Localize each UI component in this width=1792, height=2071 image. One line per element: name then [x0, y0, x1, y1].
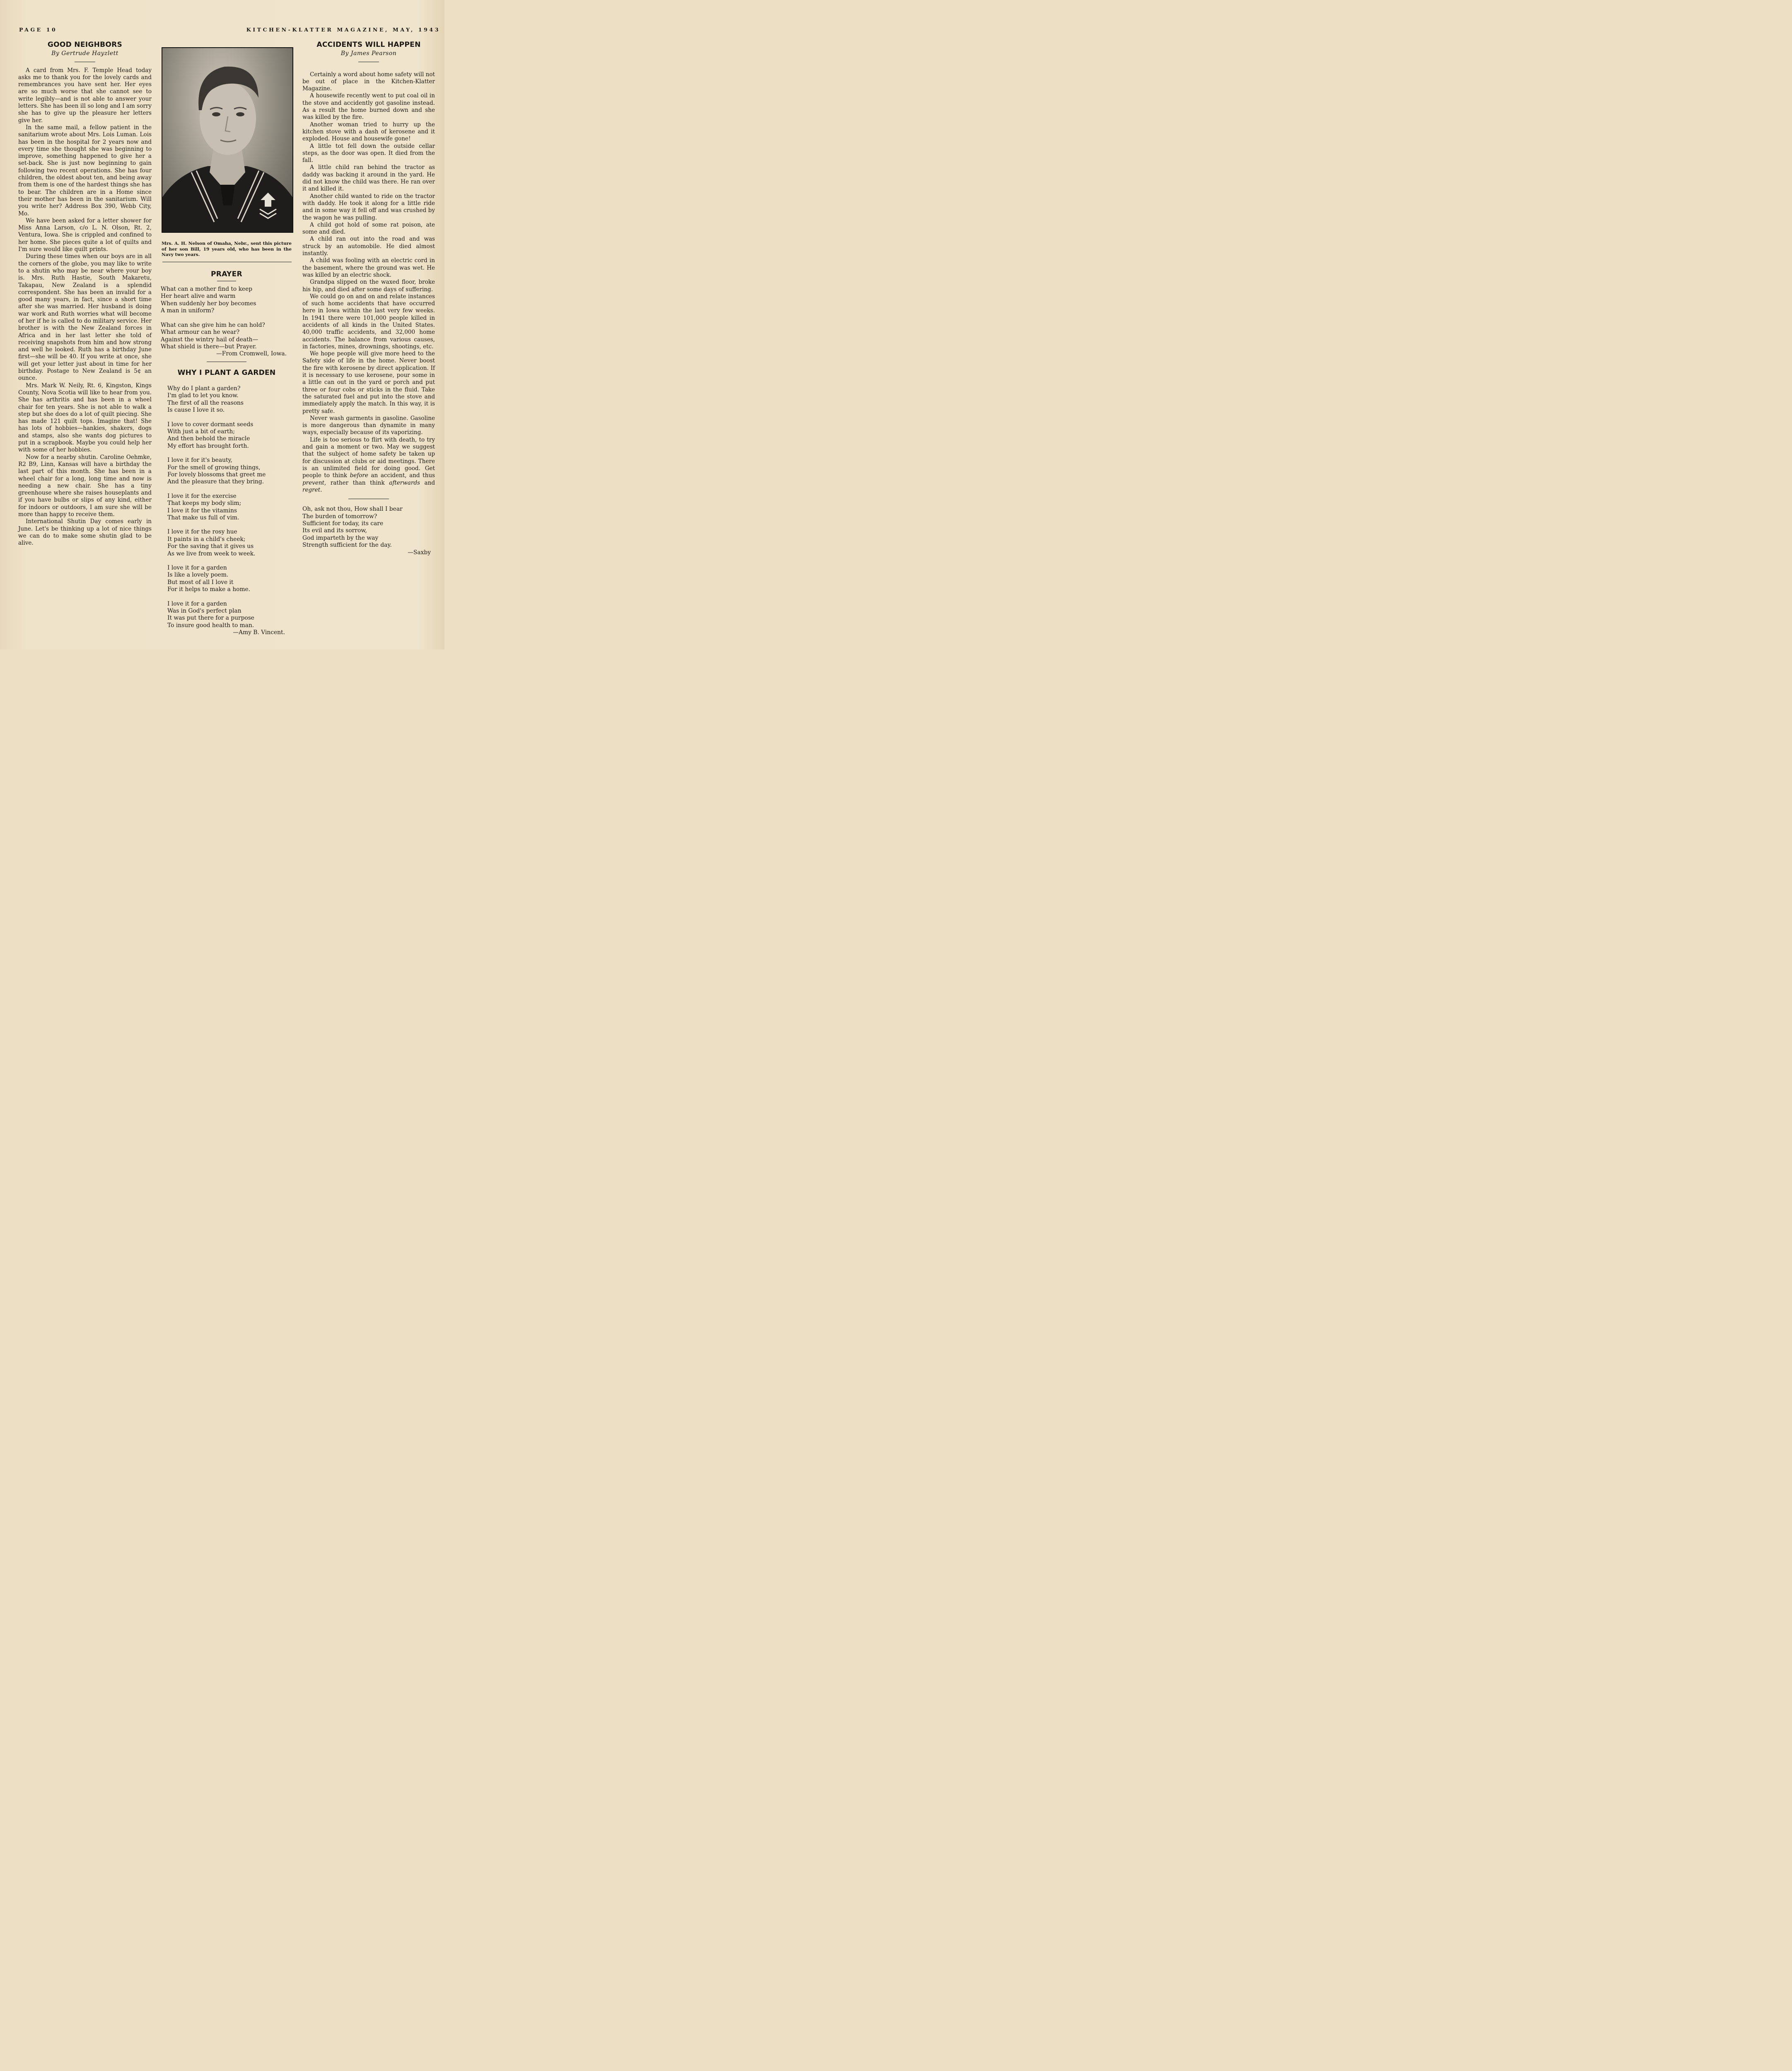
poem-stanza: I love to cover dormant seeds With just a bit of earth; And then behold the miracle My effort has brought forth.	[167, 421, 254, 449]
good-neighbors-article	[18, 41, 152, 547]
closing-text: an accident, and thus	[371, 472, 435, 479]
article-paragraph: A little tot fell down the outside cellar steps, as the door was open. It died from the fall.	[302, 142, 435, 164]
prayer-attribution: —From Cromwell, Iowa.	[216, 350, 287, 357]
accidents-title: ACCIDENTS WILL HAPPEN	[316, 41, 421, 49]
article-paragraph: A child ran out into the road and was struck by an automobile. He died almost instantly.	[302, 236, 435, 257]
article-paragraph: Certainly a word about home safety will not be out of place in the Kitchen-Klatter Magazine.	[302, 71, 435, 92]
article-paragraph: In the same mail, a fellow patient in the sanitarium wrote about Mrs. Lois Luman. Lois has been in the hospital for 2 years now and every time she thought she was beginning to improve, something happened to give her a set-back. She is just now beginning to gain following two recent operations. She has four children, the oldest about ten, and being away from them is one of the hardest things she has to bear. The children are in a Home since their mother has been in the sanitarium. Will you write her? Address Box 390, Webb City, Mo.	[18, 124, 152, 217]
article-paragraph: A child was fooling with an electric cord in the basement, where the ground was wet. He was killed by an electric shock.	[302, 257, 435, 278]
poem-stanza: I love it for a garden Is like a lovely poem. But most of all I love it For it helps to make a home.	[167, 565, 251, 593]
sailor-portrait-illustration	[162, 48, 292, 232]
article-paragraph: A child got hold of some rat poison, ate some and died.	[302, 221, 435, 236]
poem-stanza: I love it for the exercise That keeps my body slim; I love it for the vitamins That make us full of vim.	[167, 492, 242, 521]
sailor-portrait-photo	[162, 47, 293, 233]
article-paragraph: Grandpa slipped on the waxed floor, broke his hip, and died after some days of suffering.	[302, 279, 435, 293]
poem-stanza: Why do I plant a garden? I'm glad to let you know. The first of all the reasons Is cause I love it so.	[167, 385, 244, 414]
good-neighbors-byline: By Gertrude Hayzlett	[51, 50, 118, 57]
poem-stanza: I love it for a garden Was in God's perfect plan It was put there for a purpose To insure good health to man.	[167, 600, 254, 629]
closing-text: Life is too serious to flirt with death, to try and gain a moment or two. May we suggest that the subject of home safety be taken up for discussion at clubs or aid meetings. There is an unlimited field for doing good. Get people to think	[302, 436, 435, 479]
prayer-poem	[160, 286, 293, 358]
article-paragraph: International Shutin Day comes early in June. Let's be thinking up a lot of nice things we can do to make some shutin glad to be alive.	[18, 518, 152, 547]
poem-stanza: I love it for it's beauty, For the smell of growing things, For lovely blossoms that greet me And the pleasure that they bring.	[167, 457, 266, 485]
article-paragraph: A housewife recently went to put coal oil in the stove and accidently got gasoline instead. As a result the home burned down and she was killed by the fire.	[302, 92, 435, 121]
article-paragraph: Another child wanted to ride on the tractor with daddy. He took it along for a little ride and in some way it fell off and was crushed by the wagon he was pulling.	[302, 193, 435, 221]
prayer-title: PRAYER	[211, 270, 242, 278]
closing-text: rather than think	[330, 479, 385, 486]
closing-emphasis-before: before	[350, 472, 368, 479]
saxby-attribution: —Saxby	[408, 549, 431, 556]
closing-text: and	[424, 479, 435, 486]
photo-caption: Mrs. A. H. Nelson of Omaha, Nebr., sent this picture of her son Bill, 19 years old, who has been in the Navy two years.	[162, 241, 292, 258]
page-header	[19, 27, 440, 35]
magazine-page	[0, 0, 444, 649]
article-paragraph: Another woman tried to hurry up the kitchen stove with a dash of kerosene and it exploded. House and housewife gone!	[302, 121, 435, 142]
poem-stanza: What can a mother find to keep Her heart alive and warm When suddenly her boy becomes A man in uniform?	[161, 286, 256, 314]
saxby-verse: Oh, ask not thou, How shall I bear The burden of tomorrow? Sufficient for today, its care Its evil and its sorrow, God imparteth by the way Strength sufficient for the day.	[302, 506, 403, 549]
magazine-masthead-line: KITCHEN-KLATTER MAGAZINE, MAY, 1943	[246, 27, 440, 33]
accidents-byline: By James Pearson	[341, 50, 397, 57]
article-closing-paragraph	[302, 437, 435, 494]
article-paragraph: A little child ran behind the tractor as daddy was backing it around in the yard. He did not know the child was there. He ran over it and killed it.	[302, 164, 435, 193]
article-paragraph: We have been asked for a letter shower for Miss Anna Larson, c/o L. N. Olson, Rt. 2, Ventura, Iowa. She is crippled and confined to her home. She pieces quite a lot of quilts and I'm sure would like quilt prints.	[18, 217, 152, 253]
accidents-article	[302, 41, 435, 556]
article-paragraph: We could go on and on and relate instances of such home accidents that have occurred here in Iowa within the last very few weeks. In 1941 there were 101,000 people killed in accidents of all kinds in the United States. 40,000 traffic accidents, and 32,000 home accidents. The balance from various causes, in factories, mines, drownings, shootings, etc.	[302, 293, 435, 350]
closing-emphasis-afterwards: afterwards	[389, 479, 420, 486]
good-neighbors-title: GOOD NEIGHBORS	[47, 41, 123, 49]
article-paragraph: We hope people will give more heed to the Safety side of life in the home. Never boost the fire with kerosene by direct application. If it is necessary to use kerosene, pour some in a little can out in the yard or porch and put three or four cobs or sticks in the fluid. Take the saturated fuel and put into the stove and immediately apply the match. In this way, it is pretty safe.	[302, 350, 435, 415]
article-paragraph: Now for a nearby shutin. Caroline Oehmke, R2 B9, Linn, Kansas will have a birthday the last part of this month. She has been in a wheel chair for a long, long time and now is needing a new chair. She has a tiny greenhouse where she raises houseplants and if you have bulbs or slips of any kind, either for indoors or outdoors, I am sure she will be more than happy to receive them.	[18, 454, 152, 518]
poem-stanza: What can she give him he can hold? What armour can he wear? Against the wintry hail of death— What shield is there—but Prayer.	[161, 321, 265, 350]
garden-poem-attribution: —Amy B. Vincent.	[233, 629, 285, 636]
closing-emphasis-prevent: prevent,	[302, 479, 326, 486]
page-number: PAGE 10	[19, 27, 58, 33]
article-paragraph: Mrs. Mark W. Neily, Rt. 6, Kingston, Kings County, Nova Scotia will like to hear from you. She has arthritis and has been in a wheel chair for ten years. She is not able to walk a step but she does do a lot of quilt piecing. She has made 121 quilt tops. Imagine that! She has lots of hobbies—hankies, shakers, dogs and stamps, also she wants dog pictures to put in a scrapbook. Maybe you could help her with some of her hobbies.	[18, 382, 152, 454]
article-paragraph: Never wash garments in gasoline. Gasoline is more dangerous than dynamite in many ways, especially because of its vaporizing.	[302, 415, 435, 436]
garden-poem-title: WHY I PLANT A GARDEN	[177, 368, 276, 377]
poem-stanza: I love it for the rosy hue It paints in a child's cheek; For the saving that it gives us As we live from week to week.	[167, 529, 256, 557]
article-paragraph: During these times when our boys are in all the corners of the globe, you may like to write to a shutin who may be near where your boy is. Mrs. Ruth Hastie, South Makaretu, Takapau, New Zealand is a splendid correspondent. She has been an invalid for a good many years, in fact, since a short time after she was married. Her husband is doing war work and Ruth worries what will become of her if he is called to do military service. Her brother is with the New Zealand forces in Africa and in her last letter she told of receiving snapshots from him and how strong and well he looked. Ruth has a birthday June first—she will be 40. If you write at once, she will get your letter just about in time for her birthday. Postage to New Zealand is 5¢ an ounce.	[18, 253, 152, 382]
closing-emphasis-regret: regret.	[302, 486, 322, 493]
article-paragraph: A card from Mrs. F. Temple Head today asks me to thank you for the lovely cards and remembrances you have sent her. Her eyes are so much worse that she cannot see to write legibly—and is not able to answer your letters. She has been ill so long and I am sorry she has to give up the pleasure her letters give her.	[18, 67, 152, 124]
garden-poem	[160, 385, 293, 637]
middle-column	[160, 41, 293, 637]
